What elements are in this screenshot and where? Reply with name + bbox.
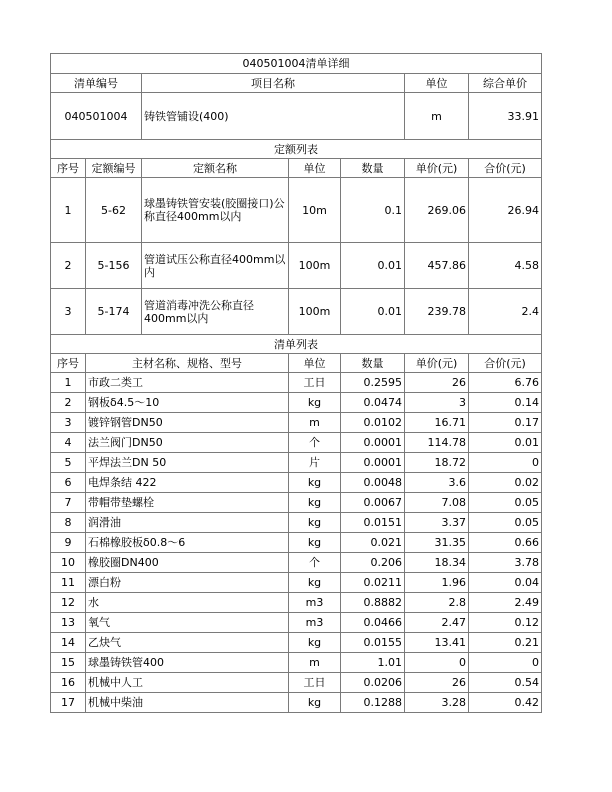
material-name: 平焊法兰DN 50 <box>86 453 289 473</box>
material-unit: kg <box>289 633 341 653</box>
material-no: 1 <box>51 373 86 393</box>
material-price: 3.28 <box>405 693 469 713</box>
material-unit: m3 <box>289 613 341 633</box>
material-price: 2.47 <box>405 613 469 633</box>
material-qty: 0.8882 <box>341 593 405 613</box>
quota-unit: 100m <box>289 289 341 335</box>
material-price: 18.34 <box>405 553 469 573</box>
quota-price: 239.78 <box>405 289 469 335</box>
material-total: 3.78 <box>469 553 542 573</box>
material-unit: 工日 <box>289 373 341 393</box>
material-name: 漂白粉 <box>86 573 289 593</box>
material-qty: 0.1288 <box>341 693 405 713</box>
materials-col-header: 序号 <box>51 354 86 373</box>
quota-col-header: 单位 <box>289 159 341 178</box>
material-qty: 0.0474 <box>341 393 405 413</box>
material-total: 0.05 <box>469 513 542 533</box>
material-total: 0.17 <box>469 413 542 433</box>
material-price: 13.41 <box>405 633 469 653</box>
quota-code: 5-156 <box>86 243 142 289</box>
material-unit: kg <box>289 693 341 713</box>
quota-no: 3 <box>51 289 86 335</box>
material-qty: 1.01 <box>341 653 405 673</box>
material-total: 2.49 <box>469 593 542 613</box>
material-unit: 个 <box>289 553 341 573</box>
material-price: 0 <box>405 653 469 673</box>
material-total: 0.01 <box>469 433 542 453</box>
materials-header-row <box>51 354 542 373</box>
material-total: 0.02 <box>469 473 542 493</box>
item-code: 040501004 <box>51 93 142 140</box>
material-no: 5 <box>51 453 86 473</box>
material-price: 7.08 <box>405 493 469 513</box>
material-name: 氧气 <box>86 613 289 633</box>
material-name: 机械中人工 <box>86 673 289 693</box>
materials-col-header: 数量 <box>341 354 405 373</box>
material-row <box>51 633 542 653</box>
material-price: 3.6 <box>405 473 469 493</box>
material-no: 2 <box>51 393 86 413</box>
material-qty: 0.0001 <box>341 433 405 453</box>
quota-total: 4.58 <box>469 243 542 289</box>
material-name: 机械中柴油 <box>86 693 289 713</box>
material-row <box>51 513 542 533</box>
material-name: 润滑油 <box>86 513 289 533</box>
quota-qty: 0.01 <box>341 289 405 335</box>
material-total: 0.05 <box>469 493 542 513</box>
material-qty: 0.2595 <box>341 373 405 393</box>
material-price: 16.71 <box>405 413 469 433</box>
material-row <box>51 593 542 613</box>
material-total: 0.14 <box>469 393 542 413</box>
material-unit: m3 <box>289 593 341 613</box>
material-row <box>51 373 542 393</box>
quota-name: 球墨铸铁管安装(胶圈接口)公称直径400mm以内 <box>142 178 289 243</box>
item-price: 33.91 <box>469 93 542 140</box>
material-price: 3.37 <box>405 513 469 533</box>
quota-col-header: 数量 <box>341 159 405 178</box>
material-name: 带帽带垫螺栓 <box>86 493 289 513</box>
material-unit: kg <box>289 513 341 533</box>
materials-section-title: 清单列表 <box>51 335 542 354</box>
material-unit: 片 <box>289 453 341 473</box>
detail-table <box>50 53 542 713</box>
quota-unit: 10m <box>289 178 341 243</box>
material-price: 18.72 <box>405 453 469 473</box>
quota-total: 26.94 <box>469 178 542 243</box>
material-total: 0 <box>469 453 542 473</box>
material-qty: 0.0048 <box>341 473 405 493</box>
material-total: 0.42 <box>469 693 542 713</box>
quota-no: 2 <box>51 243 86 289</box>
materials-col-header: 单价(元) <box>405 354 469 373</box>
material-unit: kg <box>289 493 341 513</box>
quota-header-row <box>51 159 542 178</box>
material-no: 16 <box>51 673 86 693</box>
material-no: 8 <box>51 513 86 533</box>
quota-name: 管道消毒冲洗公称直径400mm以内 <box>142 289 289 335</box>
quota-price: 269.06 <box>405 178 469 243</box>
material-name: 镀锌钢管DN50 <box>86 413 289 433</box>
quota-qty: 0.01 <box>341 243 405 289</box>
material-total: 6.76 <box>469 373 542 393</box>
material-total: 0 <box>469 653 542 673</box>
material-row <box>51 613 542 633</box>
materials-col-header: 主材名称、规格、型号 <box>86 354 289 373</box>
material-price: 31.35 <box>405 533 469 553</box>
material-no: 4 <box>51 433 86 453</box>
quota-no: 1 <box>51 178 86 243</box>
quota-row <box>51 178 542 243</box>
material-name: 钢板δ4.5～10 <box>86 393 289 413</box>
code-header: 清单编号 <box>51 74 142 93</box>
material-qty: 0.0102 <box>341 413 405 433</box>
material-unit: kg <box>289 533 341 553</box>
material-row <box>51 453 542 473</box>
material-price: 26 <box>405 373 469 393</box>
quota-col-header: 序号 <box>51 159 86 178</box>
material-unit: kg <box>289 573 341 593</box>
quota-price: 457.86 <box>405 243 469 289</box>
material-qty: 0.021 <box>341 533 405 553</box>
material-row <box>51 433 542 453</box>
material-price: 26 <box>405 673 469 693</box>
item-name: 铸铁管铺设(400) <box>142 93 405 140</box>
material-no: 13 <box>51 613 86 633</box>
item-unit: m <box>405 93 469 140</box>
material-unit: m <box>289 413 341 433</box>
material-no: 6 <box>51 473 86 493</box>
material-row <box>51 493 542 513</box>
material-qty: 0.0466 <box>341 613 405 633</box>
material-unit: 个 <box>289 433 341 453</box>
material-price: 3 <box>405 393 469 413</box>
material-qty: 0.0151 <box>341 513 405 533</box>
quota-unit: 100m <box>289 243 341 289</box>
material-qty: 0.0155 <box>341 633 405 653</box>
material-no: 3 <box>51 413 86 433</box>
material-qty: 0.0211 <box>341 573 405 593</box>
material-row <box>51 393 542 413</box>
materials-col-header: 合价(元) <box>469 354 542 373</box>
quota-code: 5-174 <box>86 289 142 335</box>
quota-code: 5-62 <box>86 178 142 243</box>
material-no: 11 <box>51 573 86 593</box>
material-total: 0.66 <box>469 533 542 553</box>
quota-section-title: 定额列表 <box>51 140 542 159</box>
material-name: 电焊条结 422 <box>86 473 289 493</box>
page-title: 040501004清单详细 <box>51 54 542 74</box>
material-name: 球墨铸铁管400 <box>86 653 289 673</box>
material-name: 乙炔气 <box>86 633 289 653</box>
materials-col-header: 单位 <box>289 354 341 373</box>
quota-col-header: 合价(元) <box>469 159 542 178</box>
material-name: 法兰阀门DN50 <box>86 433 289 453</box>
material-total: 0.12 <box>469 613 542 633</box>
material-unit: 工日 <box>289 673 341 693</box>
material-no: 7 <box>51 493 86 513</box>
material-no: 14 <box>51 633 86 653</box>
material-unit: kg <box>289 393 341 413</box>
material-row <box>51 573 542 593</box>
material-row <box>51 553 542 573</box>
material-total: 0.21 <box>469 633 542 653</box>
material-row <box>51 693 542 713</box>
quota-name: 管道试压公称直径400mm以内 <box>142 243 289 289</box>
material-unit: m <box>289 653 341 673</box>
price-header: 综合单价 <box>469 74 542 93</box>
material-row <box>51 473 542 493</box>
material-no: 15 <box>51 653 86 673</box>
material-name: 橡胶圈DN400 <box>86 553 289 573</box>
quota-row <box>51 289 542 335</box>
quota-total: 2.4 <box>469 289 542 335</box>
name-header: 项目名称 <box>142 74 405 93</box>
material-no: 17 <box>51 693 86 713</box>
material-no: 12 <box>51 593 86 613</box>
material-row <box>51 673 542 693</box>
material-qty: 0.0001 <box>341 453 405 473</box>
material-total: 0.54 <box>469 673 542 693</box>
material-qty: 0.0206 <box>341 673 405 693</box>
material-price: 2.8 <box>405 593 469 613</box>
material-no: 9 <box>51 533 86 553</box>
material-name: 水 <box>86 593 289 613</box>
quota-col-header: 单价(元) <box>405 159 469 178</box>
quota-qty: 0.1 <box>341 178 405 243</box>
quota-col-header: 定额名称 <box>142 159 289 178</box>
material-row <box>51 533 542 553</box>
material-no: 10 <box>51 553 86 573</box>
material-row <box>51 413 542 433</box>
material-qty: 0.206 <box>341 553 405 573</box>
material-price: 114.78 <box>405 433 469 453</box>
material-total: 0.04 <box>469 573 542 593</box>
material-qty: 0.0067 <box>341 493 405 513</box>
material-name: 石棉橡胶板δ0.8～6 <box>86 533 289 553</box>
quota-col-header: 定额编号 <box>86 159 142 178</box>
material-price: 1.96 <box>405 573 469 593</box>
unit-header: 单位 <box>405 74 469 93</box>
material-row <box>51 653 542 673</box>
quota-row <box>51 243 542 289</box>
material-name: 市政二类工 <box>86 373 289 393</box>
material-unit: kg <box>289 473 341 493</box>
